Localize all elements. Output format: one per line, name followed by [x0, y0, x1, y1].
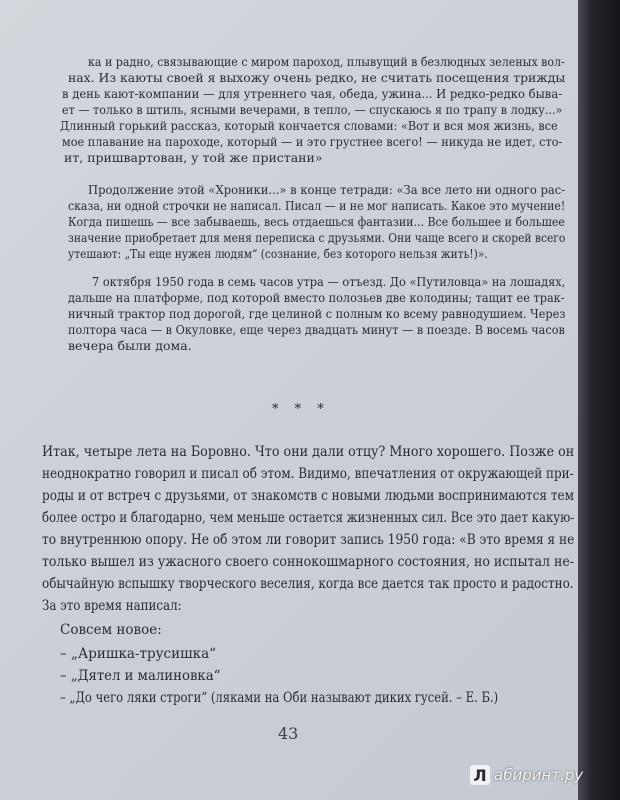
- text-line: дальше на платформе, под которой вместо полозьев две колодины; тащит ее трак-: [68, 290, 565, 305]
- text-line: более остро и благодарно, чем меньше остается жизненных сил. Все это дает какую-: [42, 510, 575, 526]
- watermark-text: абиринт.ру: [494, 766, 584, 784]
- text-line: 7 октября 1950 года в семь часов утра — отъезд. До «Путиловца» на лошадях,: [92, 274, 566, 289]
- text-line: Продолжение этой «Хроники...» в конце тетради: «За все лето ни одного рас-: [88, 182, 566, 197]
- text-line: вечера были дома.: [68, 338, 192, 353]
- text-line: нах. Из каюты своей я выхожу очень редко, не считать посещения трижды: [68, 70, 566, 85]
- text-line: в день кают-компании — для утреннего чая, обеда, ужина... И редко-редко быва-: [62, 86, 563, 101]
- page-edge-shadow: [578, 0, 620, 800]
- text-line: Длинный горький рассказ, который кончается словами: «Вот и вся моя жизнь, все: [60, 118, 558, 133]
- text-line: Совсем новое:: [60, 622, 162, 638]
- labirint-logo-icon: Л: [470, 765, 490, 785]
- text-line: мое плавание на пароходе, который — и это грустнее всего! — никуда не идет, сто-: [62, 134, 563, 149]
- watermark: [470, 762, 583, 788]
- text-line: то внутреннюю опору. Не об этом ли говорит запись 1950 года: «В это время я не: [42, 532, 575, 548]
- text-line: ит, пришвартован, у той же пристани»: [64, 150, 323, 165]
- text-line: полтора часа — в Окуловке, еще через двадцать минут — в поезде. В восемь часов: [68, 322, 565, 337]
- text-line: – „Дятел и малиновка“: [60, 668, 221, 684]
- text-line: значение приобретает для меня переписка с друзьями. Они чаще всего и скорей всего: [68, 230, 566, 245]
- text-line: роды и от встреч с друзьями, от знакомств с новыми людьми воспринимаются тем: [42, 488, 575, 504]
- text-line: ничный трактор под дорогой, где целиной с полным ко всему равнодушием. Через: [68, 306, 566, 321]
- text-line: За это время написал:: [42, 598, 182, 614]
- text-line: обычайную вспышку творческого веселия, когда все дается так просто и радостно.: [42, 576, 574, 592]
- text-line: Когда пишешь — все забываешь, весь отдаешься фантазии... Все большее и большее: [68, 214, 565, 229]
- page-number: 43: [278, 724, 299, 743]
- text-line: – „Аришка-трусишка“: [60, 646, 217, 662]
- text-line: только вышел из ужасного своего соннокошмарного состояния, но испытал не-: [42, 554, 574, 570]
- text-line: ка и радно, связывающие с миром пароход, плывущий в безлюдных зеленых вол-: [88, 54, 565, 69]
- text-line: утешают: „Ты еще нужен людям“ (сознание, без которого нельзя жить!)».: [68, 246, 488, 261]
- text-line: – „До чего ляки строги“ (ляками на Оби называют диких гусей. – Е. Б.): [60, 690, 499, 706]
- text-line: ет — только в штиль, ясными вечерами, в тепло, — спускаюсь я по трапу в лодку...»: [62, 102, 563, 117]
- text-line: Итак, четыре лета на Боровно. Что они дали отцу? Много хорошего. Позже он: [42, 444, 575, 460]
- section-separator: * * *: [272, 402, 330, 417]
- text-line: неоднократно говорил и писал об этом. Видимо, впечатления от окружающей при-: [42, 466, 574, 482]
- text-line: сказа, ни одной строчки не написал. Писал — и не мог написать. Какое это мучение!: [68, 198, 566, 213]
